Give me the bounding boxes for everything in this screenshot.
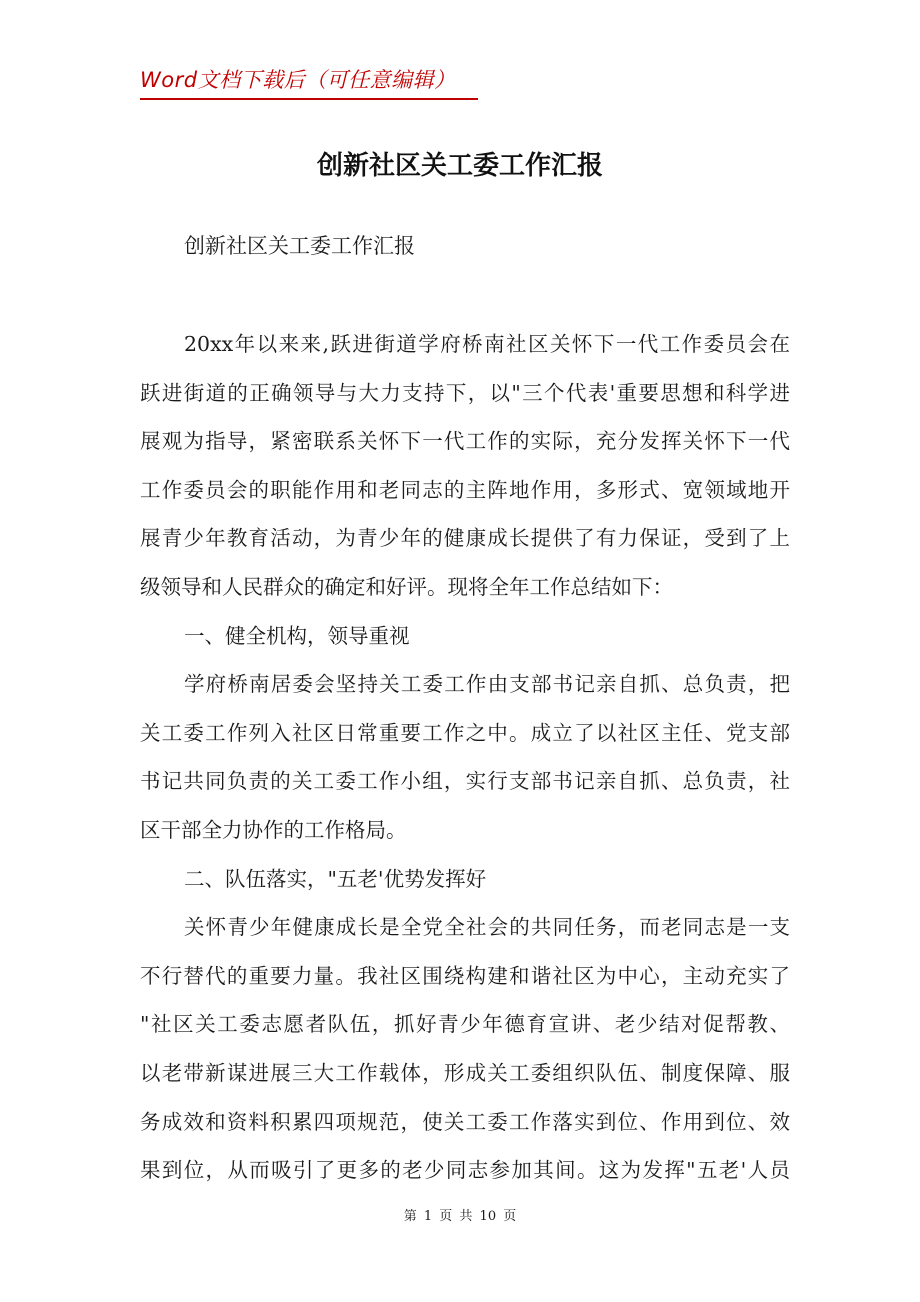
document-subtitle: 创新社区关工委工作汇报 (184, 234, 415, 258)
body-line: 书记共同负责的关工委工作小组，实行支部书记亲自抓、总负责，社 (140, 769, 790, 794)
body-line: 展观为指导，紧密联系关怀下一代工作的实际，充分发挥关怀下一代 (140, 429, 790, 454)
body-line: 展青少年教育活动，为青少年的健康成长提供了有力保证，受到了上 (140, 526, 790, 551)
body-line: 不行替代的重要力量。我社区围绕构建和谐社区为中心，主动充实了 (140, 963, 790, 988)
section-heading: 一、健全机构，领导重视 (184, 623, 410, 648)
body-line: 20xx年以来来,跃进街道学府桥南社区关怀下一代工作委员会在 (184, 332, 790, 356)
document-body (140, 320, 790, 1195)
body-line: 学府桥南居委会坚持关工委工作由支部书记亲自抓、总负责，把 (184, 672, 790, 697)
body-line: 跃进街道的正确领导与大力支持下，以"三个代表'重要思想和科学进 (140, 380, 790, 405)
body-line: 以老带新谋进展三大工作载体，形成关工委组织队伍、制度保障、服 (140, 1060, 790, 1085)
document-title: 创新社区关工委工作汇报 (316, 151, 603, 181)
body-line: 级领导和人民群众的确定和好评。现将全年工作总结如下： (140, 574, 673, 599)
body-line: 区干部全力协作的工作格局。 (140, 817, 407, 842)
body-line: 工作委员会的职能作用和老同志的主阵地作用，多形式、宽领域地开 (140, 477, 790, 502)
page-number: 第 1 页 共 10 页 (403, 1209, 517, 1224)
download-banner-text: Word文档下载后（可任意编辑） (140, 68, 456, 92)
download-banner (140, 64, 478, 100)
body-line: 果到位，从而吸引了更多的老少同志参加其间。这为发挥"五老'人员 (140, 1158, 790, 1183)
section-heading: 二、队伍落实，"五老'优势发挥好 (184, 866, 487, 891)
body-line: 关怀青少年健康成长是全党全社会的共同任务，而老同志是一支 (184, 915, 790, 940)
body-line: 关工委工作列入社区日常重要工作之中。成立了以社区主任、党支部 (140, 720, 790, 745)
body-line: "社区关工委志愿者队伍，抓好青少年德育宣讲、老少结对促帮教、 (140, 1012, 790, 1037)
body-line: 务成效和资料积累四项规范，使关工委工作落实到位、作用到位、效 (140, 1109, 790, 1134)
